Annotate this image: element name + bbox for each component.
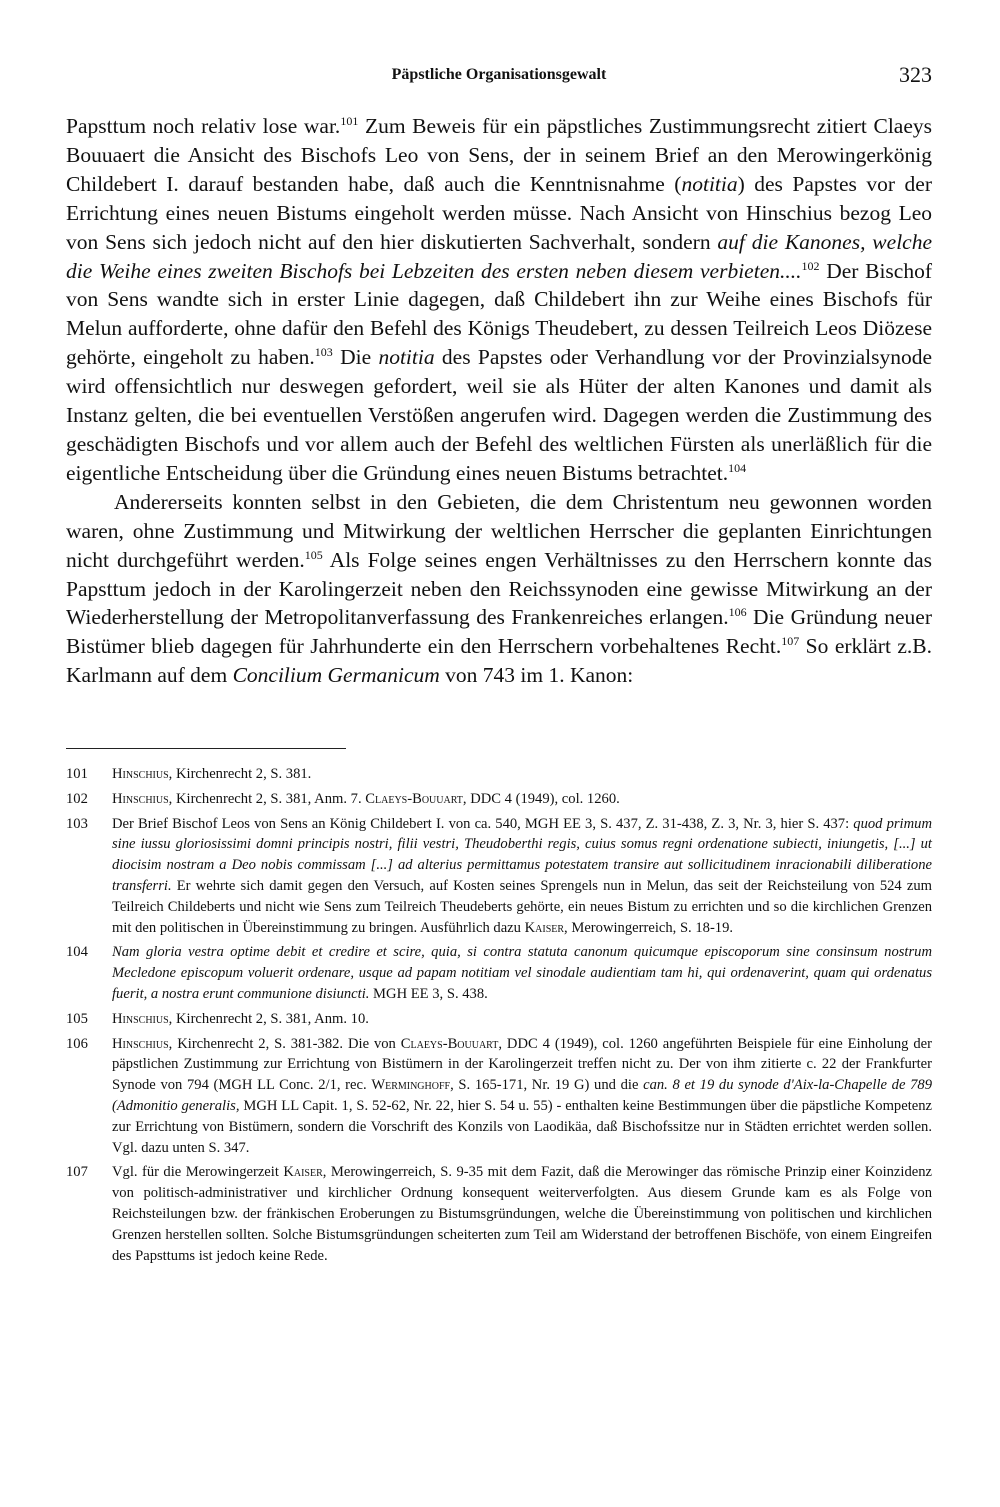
text-run: , S. 165-171, Nr. 19 G) und die (450, 1077, 644, 1094)
footnote-number: 105 (66, 1010, 88, 1027)
text-run: , Kirchenrecht 2, S. 381, Anm. 7. (168, 790, 366, 807)
author-name: Hinschius (112, 1035, 169, 1052)
footnote-text (112, 1034, 932, 1159)
author-name: Hinschius (112, 790, 169, 807)
paragraph-2 (66, 488, 932, 690)
latin-quote: Nam gloria vestra optime debit et credire et scire, quia, si contra statuta canonum quicumque episcoporum sine consinsum nostrum Mecledone episcopum voluerit ordenare, usque ad papam notitiam vel sinodale audientiam tam hi, qui ordenaverint, quam qui ordenatus fuerit, a nostra erunt communione disiuncti. (112, 944, 932, 1002)
footnote-ref-102: 102 (801, 258, 820, 273)
latin-quote: quod primum sine iussu gloriosissimi domni principis nostri, filii vestri, Theudoberthi regis, cuius somus regni ordenatione subiecti, iniungetis, [...] ut diocisim nostram a Deo nobis commissam [...] ad alterius permittamus potestatem transire aut sollicitudinem inracionabili diliberatione transferri. (112, 815, 932, 894)
text-run: Die (332, 345, 379, 370)
text-run: Als Folge seines engen Verhältnisses zu den Herrschern konnte das Papsttum jedoch in der Karolingerzeit neben den Reichssynoden eine gewisse Mitwirkung an der Wiederherstellung der Metropolitanverfassung des Frankenreiches erlangen. (66, 547, 932, 630)
text-run: Andererseits konnten selbst in den Gebieten, die dem Christentum neu gewonnen worden waren, ohne Zustimmung und Mitwirkung der weltlichen Herrscher die geplanten Einrichtungen nicht durchgeführt werden. (66, 489, 932, 572)
footnote-number: 107 (66, 1164, 88, 1181)
footnotes (66, 764, 932, 1270)
italic-title: Concilium Germanicum (232, 663, 440, 688)
footnote-separator (66, 748, 346, 749)
footnote-number: 103 (66, 815, 88, 832)
text-run: ) des Papstes vor der Errichtung eines neuen Bistums eingeholt werden müsse. Nach Ansicht von Hinschius bezog Leo von Sens sich jedoch nicht auf den hier diskutierten Sachverhalt, sondern (66, 171, 932, 254)
footnote-ref-107: 107 (781, 634, 800, 649)
italic-term: notitia (681, 171, 738, 196)
italic-term: notitia (378, 345, 435, 370)
author-name: Kaiser (283, 1164, 323, 1181)
author-name: Werminghoff (371, 1077, 451, 1094)
text-run: Zum Beweis für ein päpstliches Zustimmungsrecht zitiert Claeys Bouuaert die Ansicht des Bischofs Leo von Sens, der in seinem Brief an den Merowingerkönig Childebert I. darauf bestanden habe, daß auch die Kenntnisnahme ( (66, 114, 932, 196)
author-name: Kaiser (524, 919, 565, 936)
text-run: , Merowingerreich, S. 18-19. (564, 919, 734, 936)
paragraph-1 (66, 112, 932, 488)
text-run: Der Bischof von Sens wandte sich in erster Linie dagegen, daß Childebert ihn zur Weihe eines Bischofs für Melun aufforderte, ohne dafür den Befehl des Königs Theudebert, zu dessen Teilreich Leos Diözese gehörte, eingeholt zu haben. (66, 258, 932, 370)
footnote-number: 104 (66, 944, 88, 961)
text-run: , Kirchenrecht 2, S. 381, Anm. 10. (168, 1010, 369, 1027)
footnote-text (112, 942, 932, 1004)
main-text (66, 112, 932, 690)
text-run: , Kirchenrecht 2, S. 381. (168, 766, 312, 782)
footnote-ref-101: 101 (340, 113, 359, 128)
italic-quote: auf die Kanones, welche die Weihe eines zweiten Bischofs bei Lebzeiten des ersten neben diesem verbieten.... (66, 229, 933, 283)
text-run: Die Gründung neuer Bistümer blieb dagegen für Jahrhunderte ein den Herrschern vorbehaltenes Recht. (66, 605, 932, 659)
footnote-text (112, 814, 932, 939)
text-run: von 743 im 1. Kanon: (439, 663, 634, 688)
author-name: Claeys-Bouuart (400, 1035, 499, 1052)
author-name: Claeys-Bouuart (365, 790, 463, 807)
text-run: MGH EE 3, S. 438. (369, 985, 488, 1002)
footnote-text (112, 764, 932, 785)
footnote-number: 101 (66, 766, 88, 782)
text-run: Der Brief Bischof Leos von Sens an König Childebert I. von ca. 540, MGH EE 3, S. 437, Z. 31-438, Z. 3, Nr. 3, hier S. 437: (112, 815, 854, 832)
text-run: , DDC 4 (1949), col. 1260. (462, 790, 620, 807)
running-title: Päpstliche Organisationsgewalt (391, 66, 607, 83)
footnote-102 (66, 789, 932, 810)
footnote-103 (66, 814, 932, 939)
running-header (66, 62, 932, 90)
footnote-ref-105: 105 (304, 547, 323, 562)
text-run: So erklärt z.B. Karlmann auf dem (66, 634, 932, 688)
footnote-107 (66, 1162, 932, 1266)
page-number: 323 (899, 62, 932, 87)
footnote-105 (66, 1009, 932, 1030)
footnote-101 (66, 764, 932, 785)
footnote-ref-106: 106 (728, 605, 747, 620)
text-run: Papsttum noch relativ lose war. (66, 114, 341, 138)
text-run: des Papstes oder Verhandlung vor der Provinzialsynode wird offensichtlich nur deswegen gefordert, weil sie als Hüter der alten Kanones und damit als Instanz gelten, die bei eventuellen Verstößen angerufen wird. Dagegen werden die Zustimmung des geschädigten Bischofs und vor allem auch der Befehl des weltlichen Fürsten als unerläßlich für die eigentliche Entscheidung über die Gründung eines neuen Bistums betrachtet. (66, 345, 932, 485)
text-run: MGH LL Capit. 1, S. 52-62, Nr. 22, hier S. 54 u. 55) - enthalten keine Bestimmungen über die päpstliche Kompetenz zur Errichtung von Bistümern, sondern die Vorschrift des Konzils von Laodikäa, daß Bischofssitze nur in Städten errichtet werden sollen. Vgl. dazu unten S. 347. (112, 1097, 933, 1156)
author-name: Hinschius (112, 766, 169, 782)
footnote-104 (66, 942, 932, 1004)
footnote-ref-104: 104 (728, 460, 747, 475)
author-name: Hinschius (112, 1010, 169, 1027)
footnote-ref-103: 103 (314, 345, 333, 360)
footnote-number: 102 (66, 790, 88, 807)
footnote-text (112, 789, 932, 810)
text-run: , Kirchenrecht 2, S. 381-382. Die von (168, 1035, 401, 1052)
text-run: , Merowingerreich, S. 9-35 mit dem Fazit, daß die Merowinger das römische Prinzip einer Koinzidenz von politisch-administrativer und kirchlicher Ordnung konsequent weiterverfolgten. Aus diesem Grunde kam es als Folge von Reichsteilungen bzw. der fränkischen Eroberungen zu Bistumsgründungen, welche die Übereinstimmung von politischen und kirchlichen Grenzen herstellen sollten. Solche Bistumsgründungen scheiterten zum Teil am Widerstand der betroffenen Bischöfe, von einem Eingreifen des Papsttums ist jedoch keine Rede. (112, 1164, 932, 1264)
footnote-text (112, 1162, 932, 1266)
text-run: Er wehrte sich damit gegen den Versuch, auf Kosten seines Sprengels nun in Melun, das seit der Reichsteilung von 524 zum Teilreich Childeberts und nicht wie Sens zum Teilreich Theudeberts gehörte, ein neues Bistum zu errichten und so die kirchlichen Grenzen mit den politischen in Übereinstimmung zu bringen. Ausführlich dazu (112, 877, 932, 936)
footnote-106 (66, 1034, 932, 1159)
text-run: , DDC 4 (1949), col. 1260 angeführten Beispiele für eine Einholung der päpstlichen Zustimmung zur Errichtung von Bistümern in der Karolingerzeit treffen nicht zu. Der von ihm zitierte c. 22 der Frankfurter Synode von 794 (MGH LL Conc. 2/1, rec. (112, 1035, 932, 1094)
italic-citation: can. 8 et 19 du synode d'Aix-la-Chapelle de 789 (Admonitio generalis, (112, 1077, 932, 1114)
footnote-number: 106 (66, 1035, 88, 1052)
text-run: Vgl. für die Merowingerzeit (112, 1164, 284, 1181)
footnote-text (112, 1009, 932, 1030)
